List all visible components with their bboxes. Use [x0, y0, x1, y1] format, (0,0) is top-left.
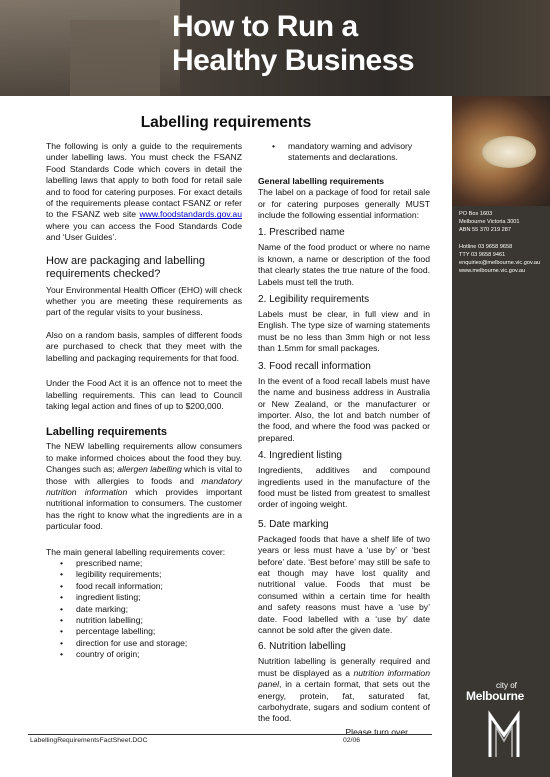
email[interactable]: enquiries@melbourne.vic.gov.au — [459, 260, 541, 266]
general-heading: General labelling requirements — [258, 175, 385, 186]
nutrition-term: mandatory nutrition information — [46, 475, 242, 497]
list-item: • country of origin; — [46, 649, 242, 660]
section-4-heading: 4. Ingredient listing — [258, 450, 342, 462]
labelling-heading: Labelling requirements — [46, 426, 168, 439]
footer-divider — [28, 734, 432, 735]
abn: ABN 55 370 219 287 — [459, 227, 511, 233]
page-title: Labelling requirements — [140, 114, 312, 131]
po-box: PO Box 1603 — [459, 211, 493, 217]
section-4-paragraph: Ingredients, additives and compound ingredients used in the manufacture of the food must be listed from greatest to smallest order of ingoing weight. — [258, 465, 430, 510]
requirements-list-continued — [258, 141, 430, 164]
banner-title-line2: Healthy Business — [172, 44, 415, 77]
footer-filename: LabellingRequirementsFactSheet.DOC — [30, 737, 148, 744]
list-item: • nutrition labelling; — [46, 615, 242, 626]
allergen-term: allergen labelling — [117, 464, 182, 475]
plate-image — [482, 136, 536, 168]
banner-photo-detail — [70, 20, 160, 96]
food-photo — [452, 96, 550, 206]
header-banner — [0, 0, 550, 96]
section-3-heading: 3. Food recall information — [258, 360, 371, 372]
city-of-melbourne-logo — [466, 681, 538, 703]
hotline: Hotline 03 9658 9658 — [459, 244, 513, 250]
banner-title-line1: How to Run a — [172, 10, 358, 43]
logo-name-text: Melbourne — [466, 689, 524, 703]
melbourne-m-icon — [486, 709, 522, 759]
list-item: • ingredient listing; — [46, 592, 242, 603]
fsanz-link[interactable]: www.foodstandards.gov.au — [139, 209, 242, 220]
checking-heading: How are packaging and labelling requirements checked? — [46, 254, 205, 280]
general-paragraph: The label on a package of food for retail sale or for catering purposes generally MUST include the following essential information: — [258, 187, 430, 221]
section-1-paragraph: Name of the food product or where no name is known, a name or description of the food that clearly states the true nature of the food. Labels must tell the truth. — [258, 242, 430, 287]
section-3-paragraph: In the event of a food recall labels must have the name and business address in Australia or New Zealand, or the manufacturer or importer. Also, the lot and batch number of the food, and where the food was packed or prepared. — [258, 375, 430, 443]
city-line: Melbourne Victoria 3001 — [459, 219, 520, 225]
list-item: • mandatory warning and advisory statements and declarations. — [258, 141, 430, 164]
section-6-heading: 6. Nutrition labelling — [258, 641, 346, 653]
requirements-list — [46, 558, 242, 661]
checking-paragraph-3: Under the Food Act it is an offence not to meet the labelling requirements. This can lead to Council taking legal action and fines of up to $200,000. — [46, 378, 242, 411]
s6-text-a: Nutrition labelling is generally required and must be displayed as a — [258, 656, 430, 678]
list-item: • percentage labelling; — [46, 626, 242, 637]
lr-text-c: which provides important nutritional information to consumers. The customer has the right to know what the ingredients are in a particular food. — [46, 486, 242, 532]
list-item: • food recall information; — [46, 581, 242, 592]
lr-text-b: which is vital to those with allergies to foods and — [46, 464, 242, 486]
intro-text-end: where you can access the Food Standards Code and ‘User Guides’. — [46, 220, 242, 243]
section-1-heading: 1. Prescribed name — [258, 227, 345, 239]
logo-city-text: city of — [496, 681, 517, 690]
intro-text: The following is only a guide to the requirements under labelling laws. You must check the FSANZ Food Standards Code which covers in detail the labelling laws that apply to both food for retail sale and to food for catering purposes. For exact details of the requirements please contact FSANZ or refer to the FSANZ web site — [46, 141, 242, 220]
intro-paragraph — [46, 141, 242, 244]
sidebar — [452, 96, 550, 777]
list-item: • prescribed name; — [46, 558, 242, 569]
list-item: • legibility requirements; — [46, 569, 242, 580]
left-column — [46, 141, 242, 661]
list-item: • direction for use and storage; — [46, 638, 242, 649]
s6-text-b: , in a certain format, that sets out the energy, protein, fat, saturated fat, carbohydrate, sugars and sodium content of the food. — [258, 679, 430, 724]
right-column — [258, 141, 430, 738]
turn-over-note: Please turn over — [345, 726, 408, 737]
checking-paragraph-1: Your Environmental Health Officer (EHO) will check whether you are meeting these requirements as part of the regular visits to your business. — [46, 284, 242, 318]
website[interactable]: www.melbourne.vic.gov.au — [459, 268, 526, 274]
footer-date: 02/06 — [343, 737, 361, 744]
list-item: • date marking; — [46, 604, 242, 615]
section-2-paragraph: Labels must be clear, in full view and in English. The type size of warning statements must be no less than 3mm high or not less than 1.5mm for small packages. — [258, 309, 430, 354]
checking-paragraph-2: Also on a random basis, samples of different foods are purchased to check that they meet with the labelling and packaging requirements for that food. — [46, 329, 242, 363]
labelling-paragraph-1 — [46, 441, 242, 532]
contact-address — [459, 210, 549, 234]
section-5-heading: 5. Date marking — [258, 518, 329, 530]
tty: TTY 03 9658 9461 — [459, 252, 506, 258]
contact-details — [459, 243, 549, 275]
labelling-paragraph-2: The main general labelling requirements cover: — [46, 546, 226, 557]
lr-text-a: The NEW labelling requirements allow consumers to make informed choices about the food they buy. Changes such as; — [46, 441, 242, 475]
section-6-paragraph — [258, 656, 430, 724]
nutrition-panel-term: nutrition information panel — [258, 667, 430, 690]
section-5-paragraph: Packaged foods that have a shelf life of two years or less must have a ‘use by’ or ‘best before’ date. ‘Best before’ may still be safe to eat though may have lost quality and nutritional value. Foods that must be consumed within a certain time for health and safety reasons must have a ‘use by’ date. Food labelled with a ‘use by’ date cannot be sold after the given date. — [258, 533, 430, 635]
section-2-heading: 2. Legibility requirements — [258, 294, 370, 306]
